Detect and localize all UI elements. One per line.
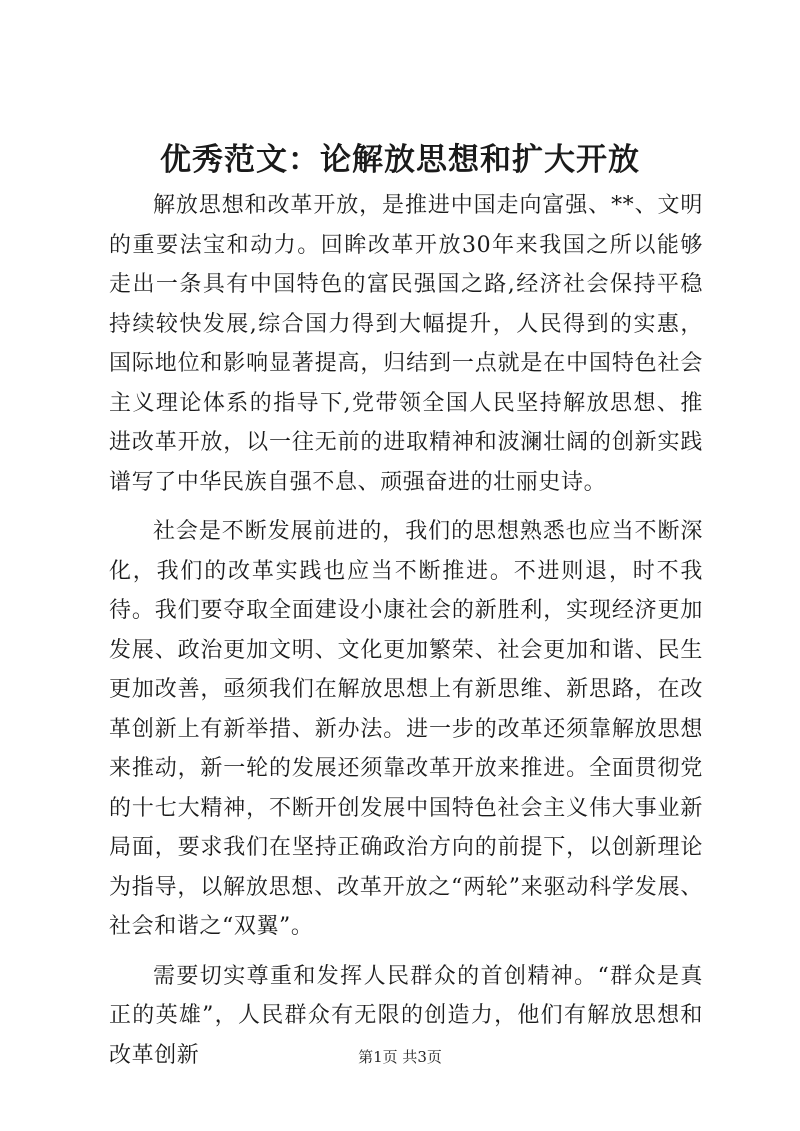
paragraph-2: 社会是不断发展前进的，我们的思想熟悉也应当不断深化，我们的改革实践也应当不断推进。不进则退，时不我待。我们要夺取全面建设小康社会的新胜利，实现经济更加发展、政治更加文明、文化更加繁荣、社会更加和谐、民生更加改善，亟须我们在解放思想上有新思维、新思路，在改革创新上有新举措、新办法。进一步的改革还须靠解放思想来推动，新一轮的发展还须靠改革开放来推进。全面贯彻党的十七大精神，不断开创发展中国特色社会主义伟大事业新局面，要求我们在坚持正确政治方向的前提下，以创新理论为指导，以解放思想、改革开放之“两轮”来驱动科学发展、社会和谐之“双翼”。 — [109, 519, 703, 939]
page-number-footer: 第1页 共3页 — [358, 1048, 442, 1066]
document-title: 优秀范文：论解放思想和扩大开放 — [160, 142, 640, 178]
document-body — [109, 186, 703, 1085]
paragraph-1: 解放思想和改革开放，是推进中国走向富强、**、文明的重要法宝和动力。回眸改革开放30年来我国之所以能够走出一条具有中国特色的富民强国之路,经济社会保持平稳持续较快发展,综合国力得到大幅提升，人民得到的实惠，国际地位和影响显著提高，归结到一点就是在中国特色社会主义理论体系的指导下,党带领全国人民坚持解放思想、推进改革开放，以一往无前的进取精神和波澜壮阔的创新实践谱写了中华民族自强不息、顽强奋进的壮丽史诗。 — [109, 193, 703, 495]
paragraph-3: 需要切实尊重和发挥人民群众的首创精神。“群众是真正的英雄”，人民群众有无限的创造力，他们有解放思想和改革创新 — [109, 963, 703, 1068]
